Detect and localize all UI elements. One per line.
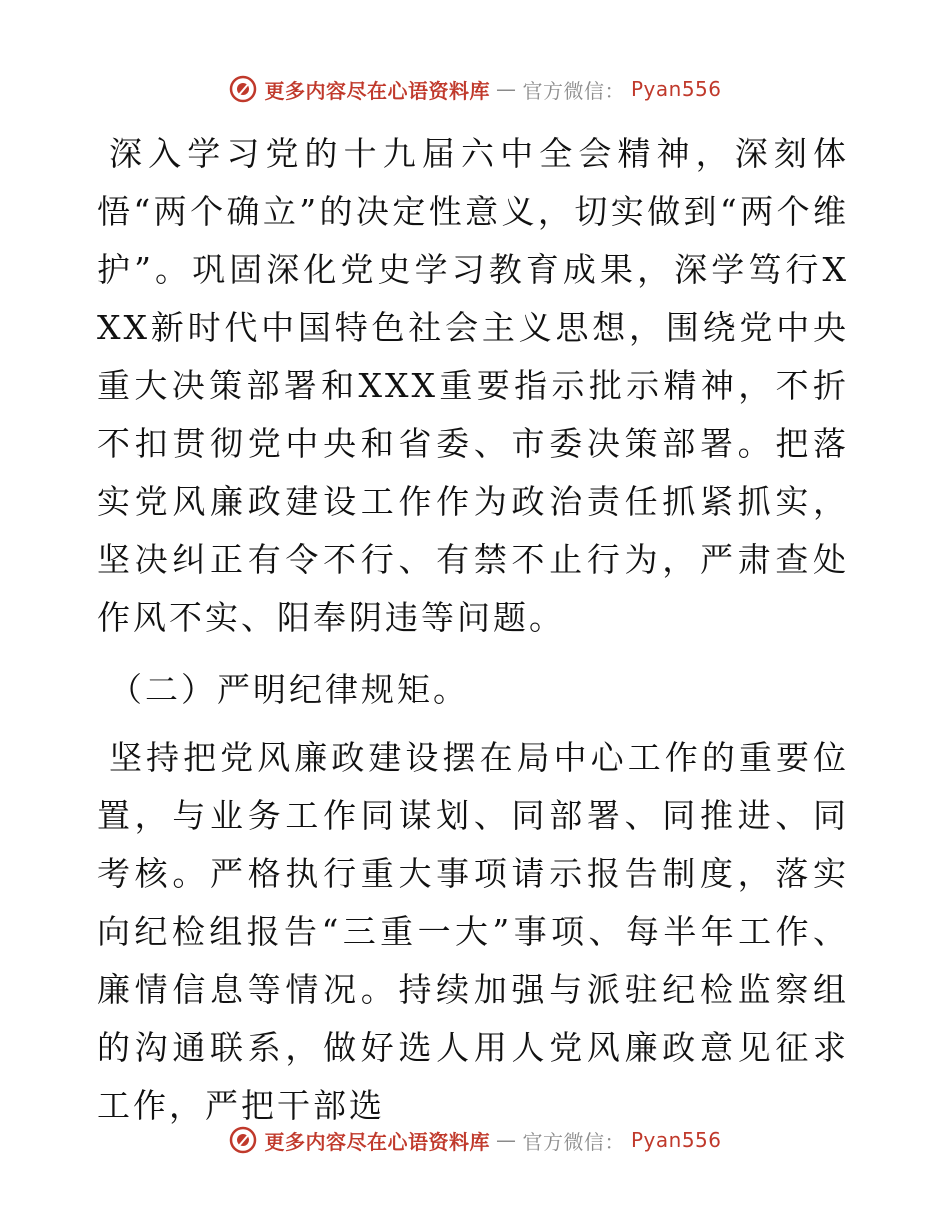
watermark-text: 更多内容尽在心语资料库 bbox=[264, 1129, 490, 1154]
watermark-wechat-id: Pyan556 bbox=[630, 77, 722, 101]
paragraph: 深入学习党的十九届六中全会精神，深刻体悟“两个确立”的决定性意义，切实做到“两个维护”。巩固深化党史学习教育成果，深学笃行XXX新时代中国特色社会主义思想，围绕党中央重大决策部署和XXX重要指示批示精神，不折不扣贯彻党中央和省委、市委决策部署。把落实党风廉政建设工作作为政治责任抓紧抓实，坚决纠正有令不行、有禁不止行为，严肃查处作风不实、阳奉阴违等问题。 bbox=[97, 134, 849, 637]
document-body bbox=[97, 125, 849, 1135]
paragraph: 坚持把党风廉政建设摆在局中心工作的重要位置，与业务工作同谋划、同部署、同推进、同考核。严格执行重大事项请示报告制度，落实向纪检组报告“三重一大”事项、每半年工作、廉情信息等情况。持续加强与派驻纪检监察组的沟通联系，做好选人用人党风廉政意见征求工作，严把干部选 bbox=[97, 738, 849, 1125]
header-watermark bbox=[0, 74, 950, 104]
watermark-dash: — bbox=[495, 1128, 517, 1152]
watermark-wechat-id: Pyan556 bbox=[630, 1128, 722, 1152]
watermark-text: 更多内容尽在心语资料库 bbox=[264, 78, 490, 103]
section-heading: （二）严明纪律规矩。 bbox=[109, 670, 469, 709]
brand-logo-icon bbox=[228, 74, 258, 104]
brand-logo-icon bbox=[228, 1125, 258, 1155]
watermark-wechat-label: 官方微信： bbox=[522, 1129, 625, 1154]
watermark-dash: — bbox=[495, 77, 517, 101]
footer-watermark bbox=[0, 1125, 950, 1155]
watermark-wechat-label: 官方微信： bbox=[522, 78, 625, 103]
